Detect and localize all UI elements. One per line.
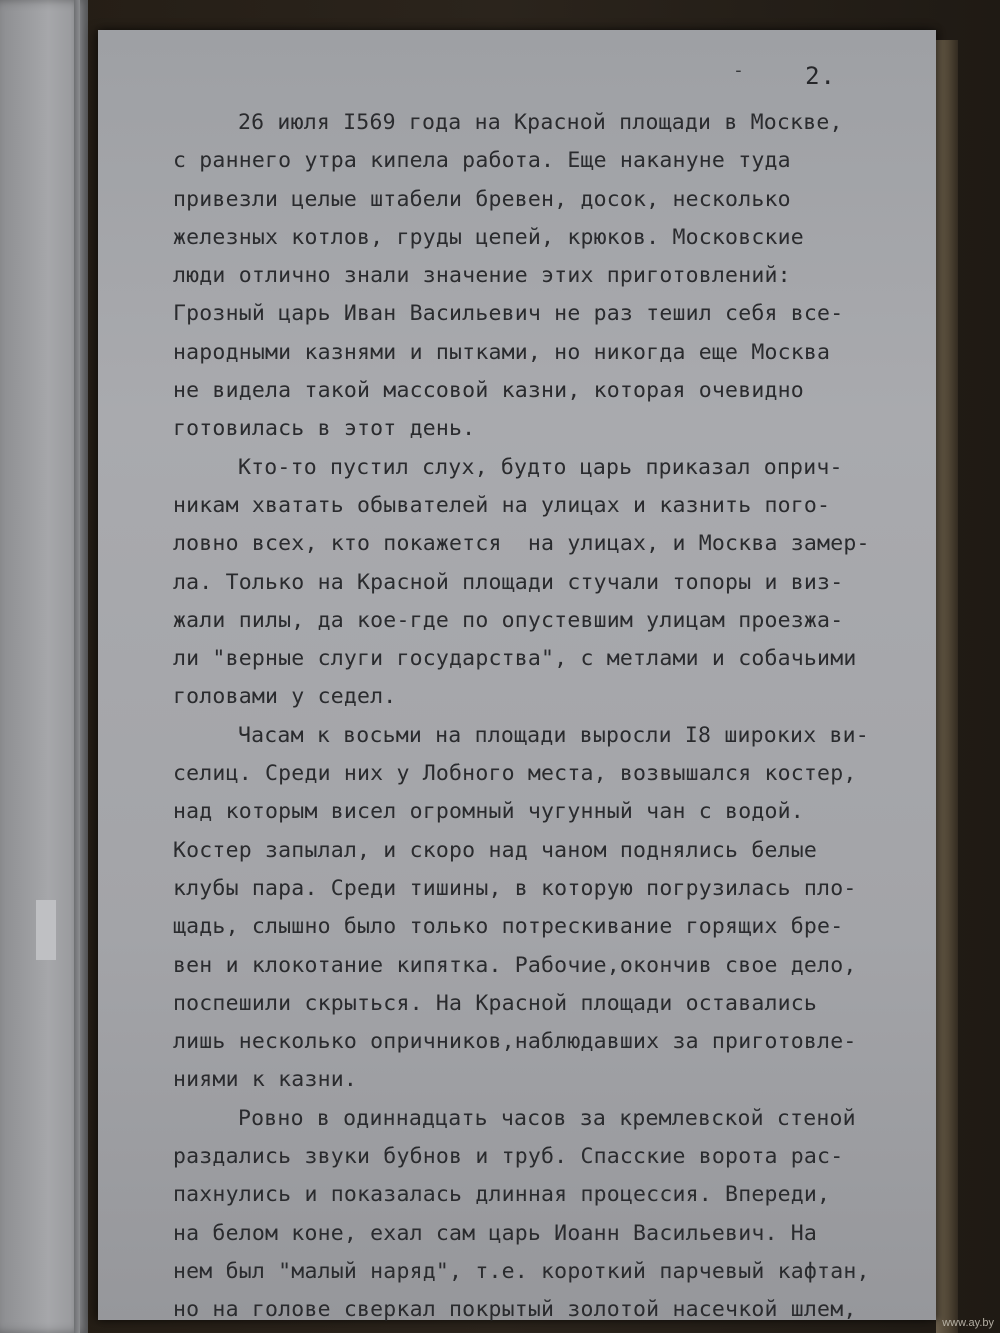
text-line: Ровно в одиннадцать часов за кремлевской стеной bbox=[238, 1105, 856, 1131]
page-number: 2. bbox=[805, 62, 836, 90]
text-line: Кто-то пустил слух, будто царь приказал оприч- bbox=[238, 454, 843, 480]
text-line: жали пилы, да кое-где по опустевшим улицам проезжа- bbox=[173, 607, 844, 633]
text-line: ловно всех, кто покажется на улицах, и Москва замер- bbox=[173, 531, 870, 557]
text-line: но на голове сверкал покрытый золотой насечкой шлем, bbox=[173, 1297, 857, 1323]
previous-page-edge bbox=[0, 0, 88, 1333]
text-line: Грозный царь Иван Васильевич не раз тешил себя все- bbox=[173, 301, 844, 327]
typewritten-page bbox=[98, 30, 936, 1323]
book-cover-edge bbox=[936, 40, 958, 1333]
text-line: ла. Только на Красной площади стучали топоры и виз- bbox=[173, 569, 844, 595]
page-binding bbox=[74, 0, 80, 1333]
text-line: раздались звуки бубнов и труб. Спасские ворота рас- bbox=[173, 1144, 844, 1170]
text-line: головами у седел. bbox=[173, 684, 397, 710]
text-line: ли "верные слуги государства", с метлами и собачьими bbox=[173, 646, 857, 672]
page-tab bbox=[36, 900, 56, 960]
paragraph bbox=[173, 717, 913, 1100]
text-line: Костер запылал, и скоро над чаном поднялись белые bbox=[173, 837, 818, 863]
text-line: на белом коне, ехал сам царь Иоанн Васильевич. На bbox=[173, 1220, 818, 1246]
watermark: www.ay.by bbox=[942, 1317, 994, 1329]
text-line: клубы пара. Среди тишины, в которую погрузилась пло- bbox=[173, 875, 857, 901]
text-line: Часам к восьми на площади выросли I8 широких ви- bbox=[238, 722, 869, 748]
text-line: привезли целые штабели бревен, досок, несколько bbox=[173, 186, 791, 212]
paragraph bbox=[173, 104, 913, 449]
top-mark: - bbox=[733, 60, 744, 81]
text-line: пахнулись и показалась длинная процессия. Впереди, bbox=[173, 1182, 831, 1208]
text-line: народными казнями и пытками, но никогда еще Москва bbox=[173, 339, 831, 365]
text-line: железных котлов, груды цепей, крюков. Московские bbox=[173, 224, 804, 250]
text-line: с раннего утра кипела работа. Еще накануне туда bbox=[173, 148, 791, 174]
text-line: над которым висел огромный чугунный чан с водой. bbox=[173, 799, 804, 825]
text-line: лишь несколько опричников,наблюдавших за приготовле- bbox=[173, 1029, 857, 1055]
text-line: никам хватать обывателей на улицах и казнить пого- bbox=[173, 492, 831, 518]
text-line: селиц. Среди них у Лобного места, возвышался костер, bbox=[173, 761, 857, 787]
text-line: вен и клокотание кипятка. Рабочие,окончив свое дело, bbox=[173, 952, 857, 978]
text-line: ниями к казни. bbox=[173, 1067, 358, 1093]
text-line: нем был "малый наряд", т.е. короткий парчевый кафтан, bbox=[173, 1258, 870, 1284]
text-line: готовилась в этот день. bbox=[173, 416, 476, 442]
text-line: щадь, слышно было только потрескивание горящих бре- bbox=[173, 914, 844, 940]
paragraph bbox=[173, 449, 913, 717]
text-line: поспешили скрыться. На Красной площади оставались bbox=[173, 990, 818, 1016]
text-line: не видела такой массовой казни, которая очевидно bbox=[173, 378, 804, 404]
text-line: люди отлично знали значение этих приготовлений: bbox=[173, 263, 791, 289]
text-line: 26 июля I569 года на Красной площади в Москве, bbox=[238, 110, 843, 135]
paragraph bbox=[173, 1100, 913, 1330]
page-text bbox=[173, 104, 913, 1330]
